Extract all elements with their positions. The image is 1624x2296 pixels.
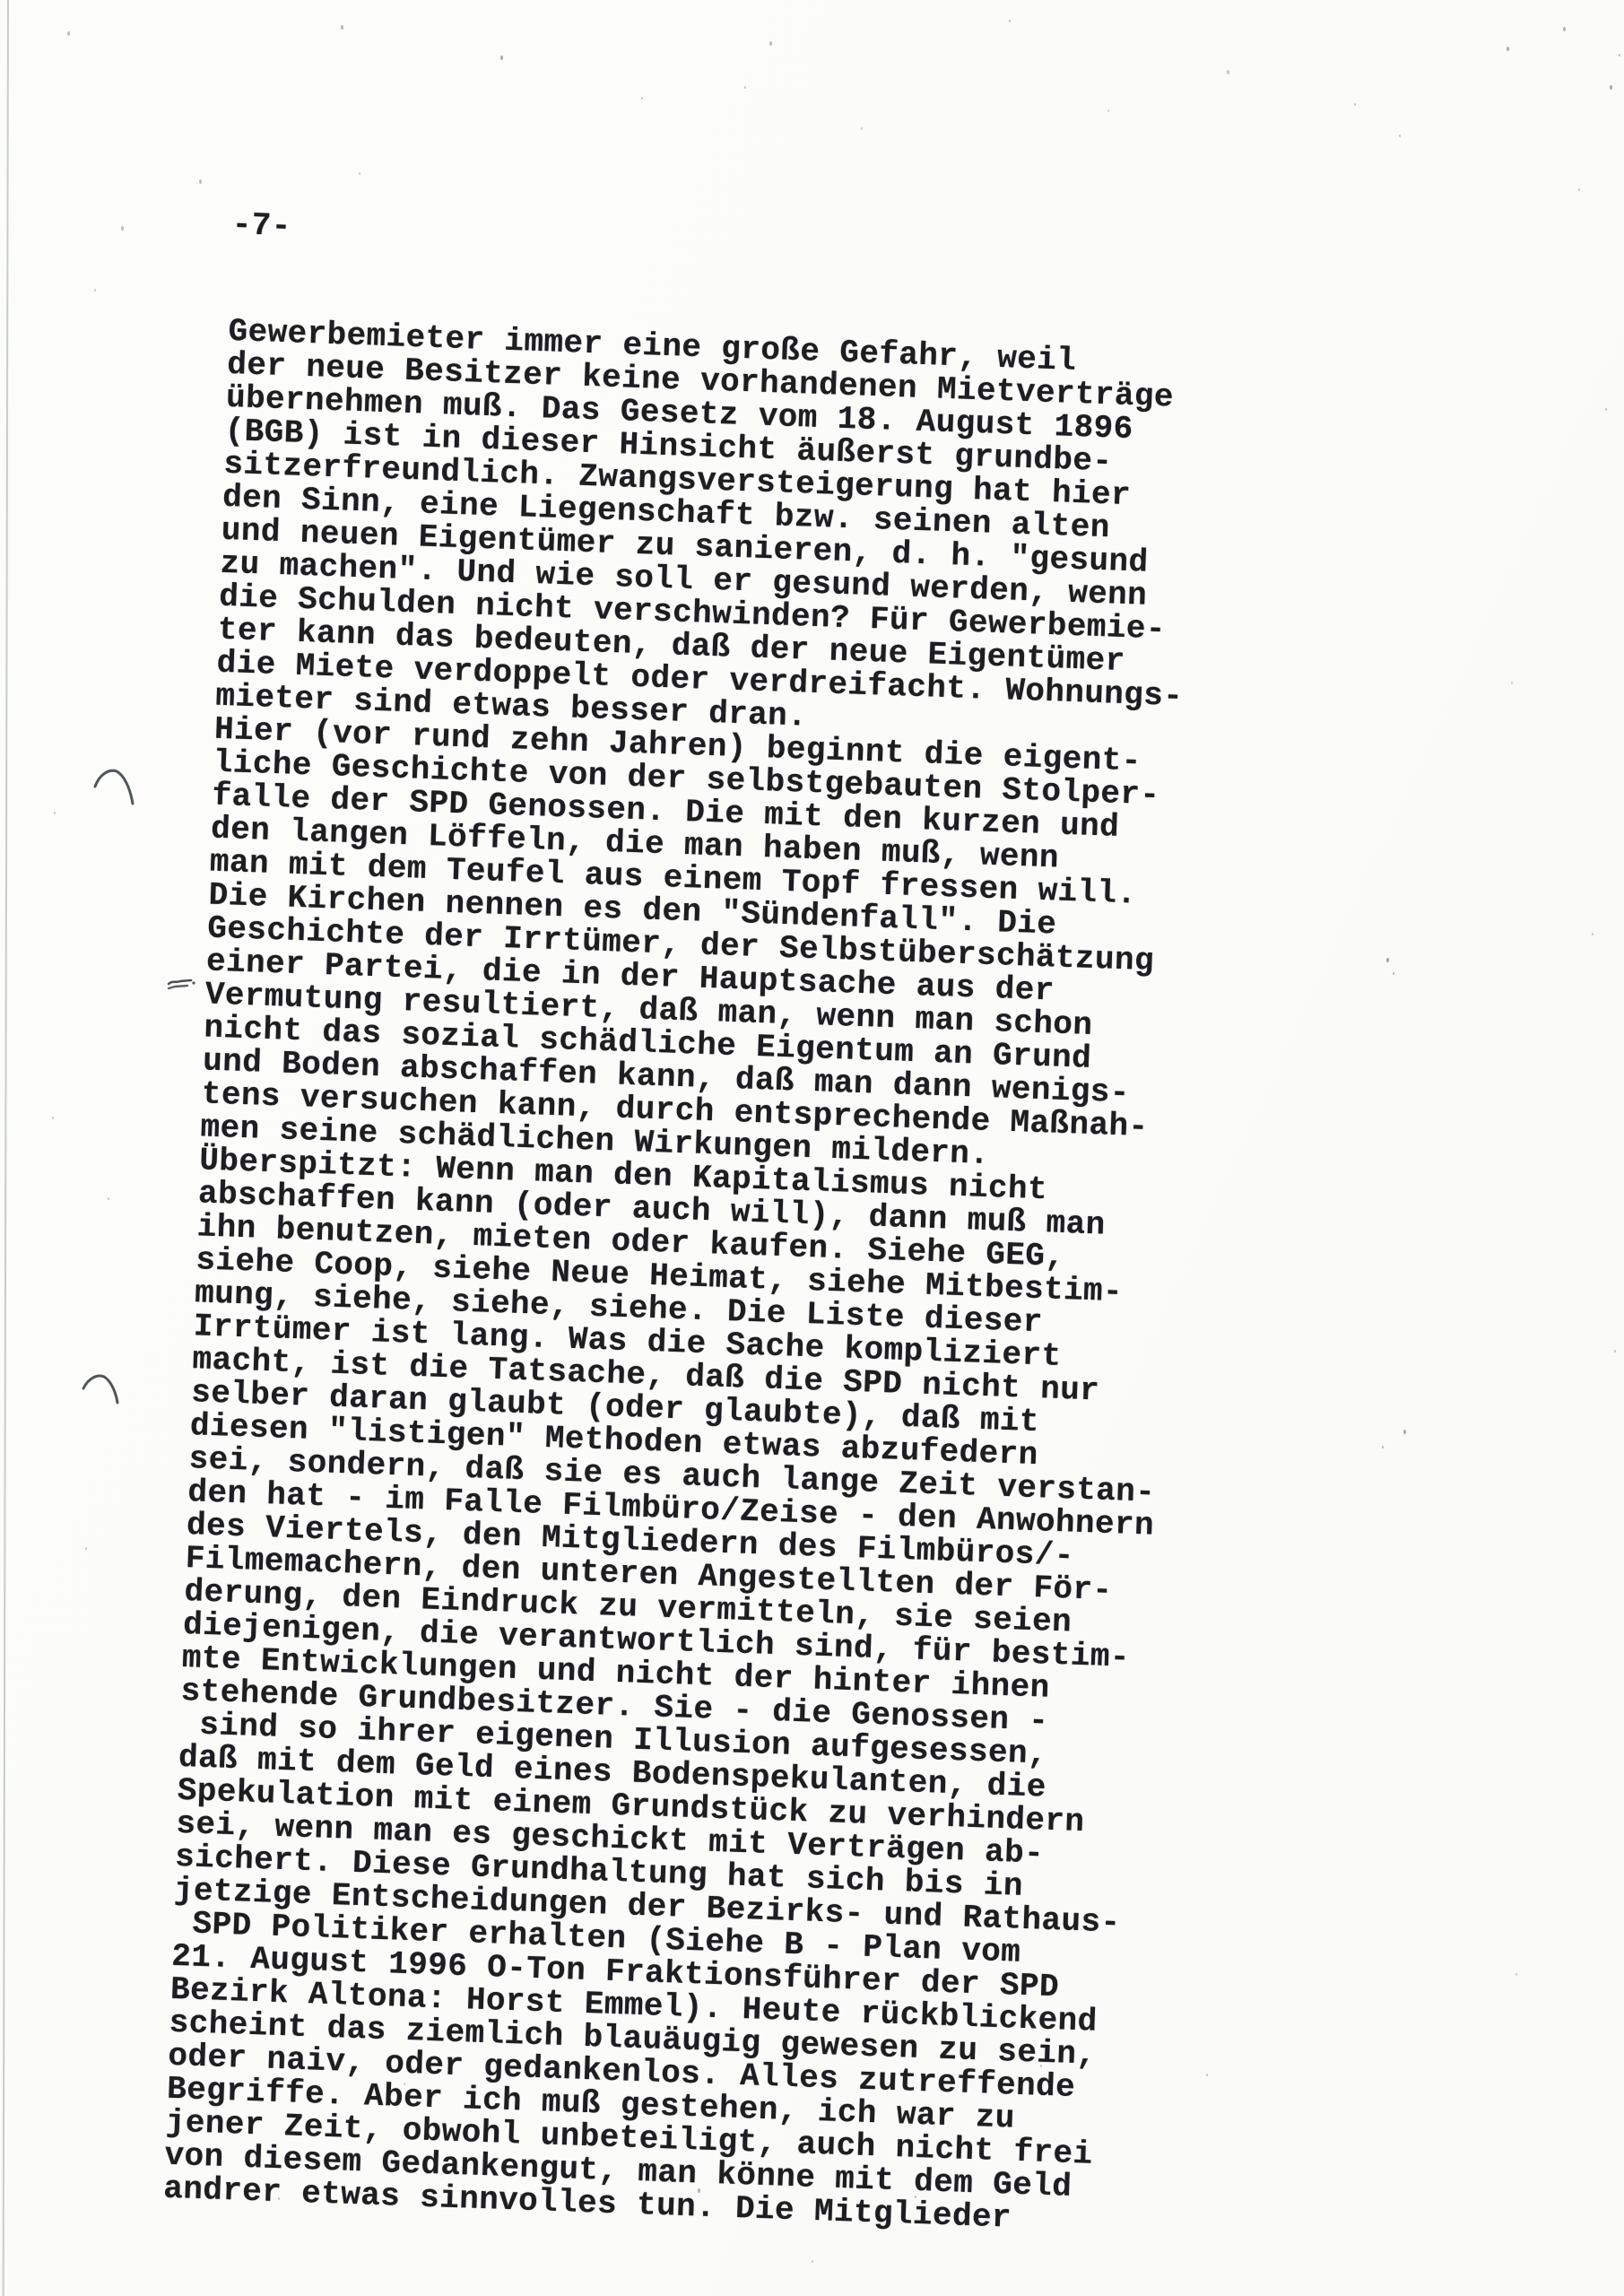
scan-edge-line	[3, 0, 9, 2296]
pen-scribble-icon	[167, 976, 197, 994]
typewritten-text-block	[161, 142, 1201, 2296]
body-text: Gewerbemieter immer eine große Gefahr, weil der neue Besitzer keine vorhandenen Mietverträge übernehmen muß. Das Gesetz vom 18. August 1896 (BGB) ist in dieser Hinsicht äußerst grundbe- sitzerfreundlich. Zwangsversteigerung hat hier den Sinn, eine Liegenschaft bzw. seinen alten und neuen Eigentümer zu sanieren, d. h. "gesund zu machen". Und wie soll er gesund werden, wenn die Schulden nicht verschwinden? Für Gewerbemie- ter kann das bedeuten, daß der neue Eigentümer die Miete verdoppelt oder verdreifacht. Wohnungs- mieter sind etwas besser dran. Hier (vor rund zehn Jahren) beginnt die eigent- liche Geschichte von der selbstgebauten Stolper- falle der SPD Genossen. Die mit den kurzen und den langen Löffeln, die man haben muß, wenn man mit dem Teufel aus einem Topf fressen will. Die Kirchen nennen es den "Sündenfall". Die Geschichte der Irrtümer, der Selbstüberschätzung einer Partei, die in der Hauptsache aus der Vermutung resultiert, daß man, wenn man schon nicht das sozial schädliche Eigentum an Grund und Boden abschaffen kann, daß man dann wenigs- tens versuchen kann, durch entsprechende Maßnah- men seine schädlichen Wirkungen mildern. Überspitzt: Wenn man den Kapitalismus nicht abschaffen kann (oder auch will), dann muß man ihn benutzen, mieten oder kaufen. Siehe GEG, siehe Coop, siehe Neue Heimat, siehe Mitbestim- mung, siehe, siehe, siehe. Die Liste dieser Irrtümer ist lang. Was die Sache kompliziert macht, ist die Tatsache, daß die SPD nicht nur selber daran glaubt (oder glaubte), daß mit diesen "listigen" Methoden etwas abzufedern sei, sondern, daß sie es auch lange Zeit verstan- den hat - im Falle Filmbüro/Zeise - den Anwohnern des Viertels, den Mitgliedern des Filmbüros/- Filmemachern, den unteren Angestellten der För- derung, den Eindruck zu vermitteln, sie seien diejenigen, die verantwortlich sind, für bestim- mte Entwicklungen und nicht der hinter ihnen stehende Grundbesitzer. Sie - die Genossen - sind so ihrer eigenen Illusion aufgesessen, daß mit dem Geld eines Bodenspekulanten, die Spekulation mit einem Grundstück zu verhindern sei, wenn man es geschickt mit Verträgen ab- sichert. Diese Grundhaltung hat sich bis in jetzige Entscheidungen der Bezirks- und Rathaus- SPD Politiker erhalten (Siehe B - Plan vom 21. August 1996 O-Ton Fraktionsführer der SPD Bezirk Altona: Horst Emmel). Heute rückblickend scheint das ziemlich blauäugig gewesen zu sein, oder naiv, oder gedankenlos. Alles zutreffende Begriffe. Aber ich muß gestehen, ich war zu jener Zeit, obwohl unbeteiligt, auch nicht frei von diesem Gedankengut, man könne mit dem Geld andrer etwas sinnvolles tun. Die Mitglieder	[162, 312, 1184, 2237]
pen-mark-arc-icon	[92, 767, 139, 810]
page-number: -7-	[231, 205, 292, 246]
pen-mark-arc-icon	[81, 1372, 124, 1410]
